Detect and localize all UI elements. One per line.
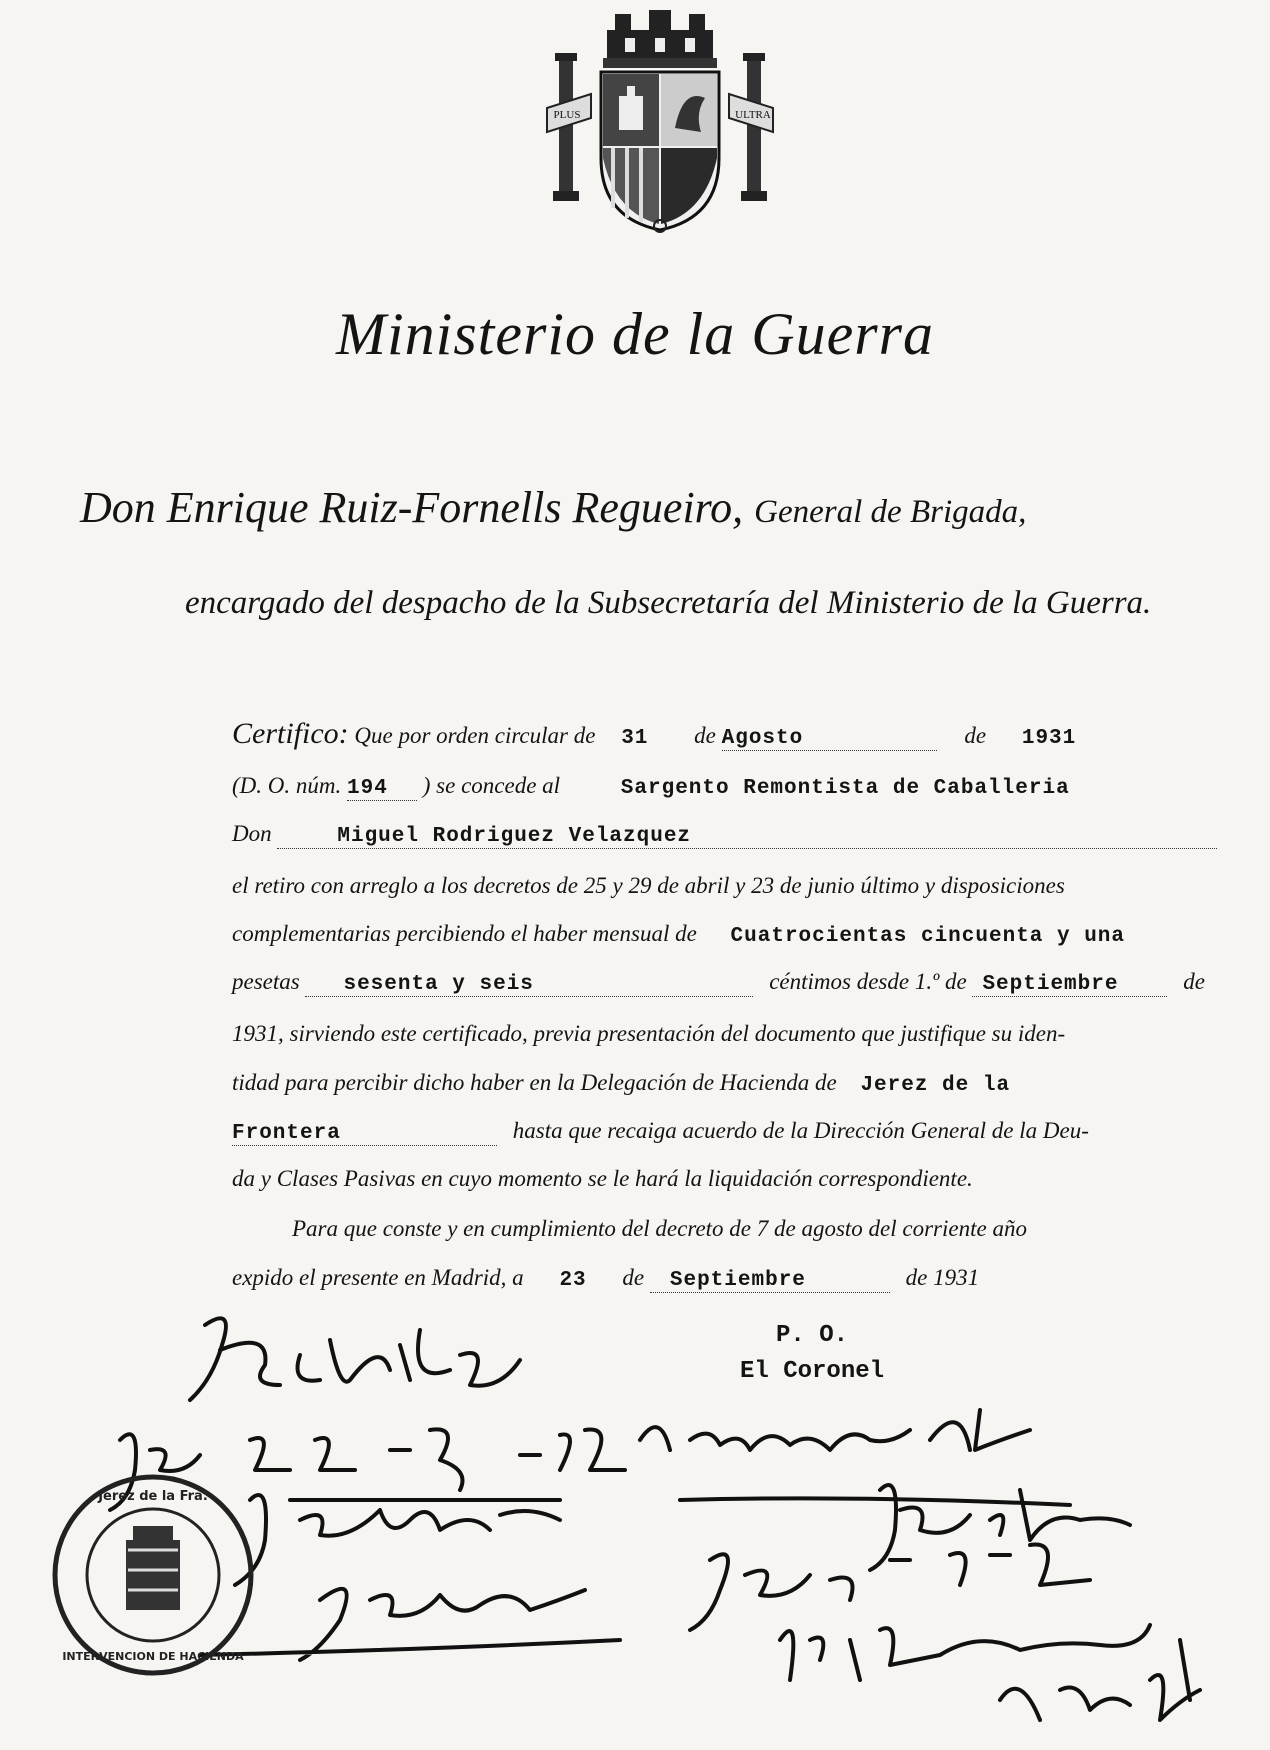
line-tidad: tidad para percibir dicho haber en la Delegación de Hacienda de — [232, 1070, 837, 1095]
amount-centimos: sesenta y seis — [305, 973, 753, 997]
cert-line-1931: 1931, sirviendo este certificado, previa presentación del documento que justifique su iden- — [232, 1021, 1066, 1046]
issue-de: de — [622, 1265, 645, 1290]
issue-day: 23 — [559, 1269, 587, 1292]
cert-line-clases: da y Clases Pasivas en cuyo momento se le hará la liquidación correspondiente. — [232, 1166, 973, 1191]
order-month: Agosto — [722, 727, 937, 751]
order-day: 31 — [621, 727, 649, 750]
po-label: P. O. — [776, 1322, 849, 1349]
order-year: 1931 — [1021, 727, 1077, 750]
ministry-title: Ministerio de la Guerra — [336, 301, 934, 367]
line-expido: expido el presente en Madrid, a — [232, 1265, 524, 1290]
from-month: Septiembre — [972, 973, 1167, 997]
motto-left: PLUS — [553, 109, 581, 121]
cert-de2: de — [964, 723, 987, 748]
do-suffix: ) se concede al — [422, 773, 561, 798]
from-de: de — [1183, 969, 1205, 994]
city-part1: Jerez de la — [860, 1074, 1011, 1097]
do-number: 194 — [347, 777, 417, 801]
do-prefix: (D. O. núm. — [232, 773, 342, 798]
coronel-label: El Coronel — [740, 1358, 885, 1385]
issue-year: de 1931 — [905, 1265, 980, 1290]
cert-intro: Que por orden circular de — [354, 723, 596, 748]
line-compl: complementarias percibiendo el haber mensual de — [232, 921, 697, 946]
cert-de1: de — [694, 723, 716, 748]
official-role: encargado del despacho de la Subsecretaría del Ministerio de la Guerra. — [185, 585, 1152, 621]
amount-pesetas: Cuatrocientas cincuenta y una — [730, 925, 1126, 948]
pesetas-label: pesetas — [232, 969, 300, 994]
hacienda-seal-icon — [48, 1470, 258, 1680]
motto-right: ULTRA — [735, 109, 771, 121]
cert-line-para: Para que conste y en cumplimiento del decreto de 7 de agosto del corriente año — [292, 1216, 1027, 1241]
seal-ring-text: INTERVENCION DE HACIENDA — [62, 1650, 244, 1663]
certifico-label: Certifico: — [232, 717, 349, 750]
centimos-label: céntimos desde 1.º de — [769, 969, 967, 994]
issue-month: Septiembre — [650, 1269, 890, 1293]
official-rank: General de Brigada, — [754, 494, 1027, 530]
official-name: Don Enrique Ruiz-Fornells Regueiro, — [80, 483, 744, 532]
city-part2: Frontera — [232, 1122, 497, 1146]
line-hasta: hasta que recaiga acuerdo de la Dirección General de la Deu- — [512, 1118, 1089, 1143]
person-name: Miguel Rodriguez Velazquez — [277, 825, 1217, 849]
cert-line-retiro: el retiro con arreglo a los decretos de 25 y 29 de abril y 23 de junio último y disposiciones — [232, 873, 1065, 898]
person-rank: Sargento Remontista de Caballeria — [620, 777, 1070, 800]
seal-city: Jerez de la Fra. — [98, 1489, 208, 1504]
don-label: Don — [232, 821, 272, 846]
